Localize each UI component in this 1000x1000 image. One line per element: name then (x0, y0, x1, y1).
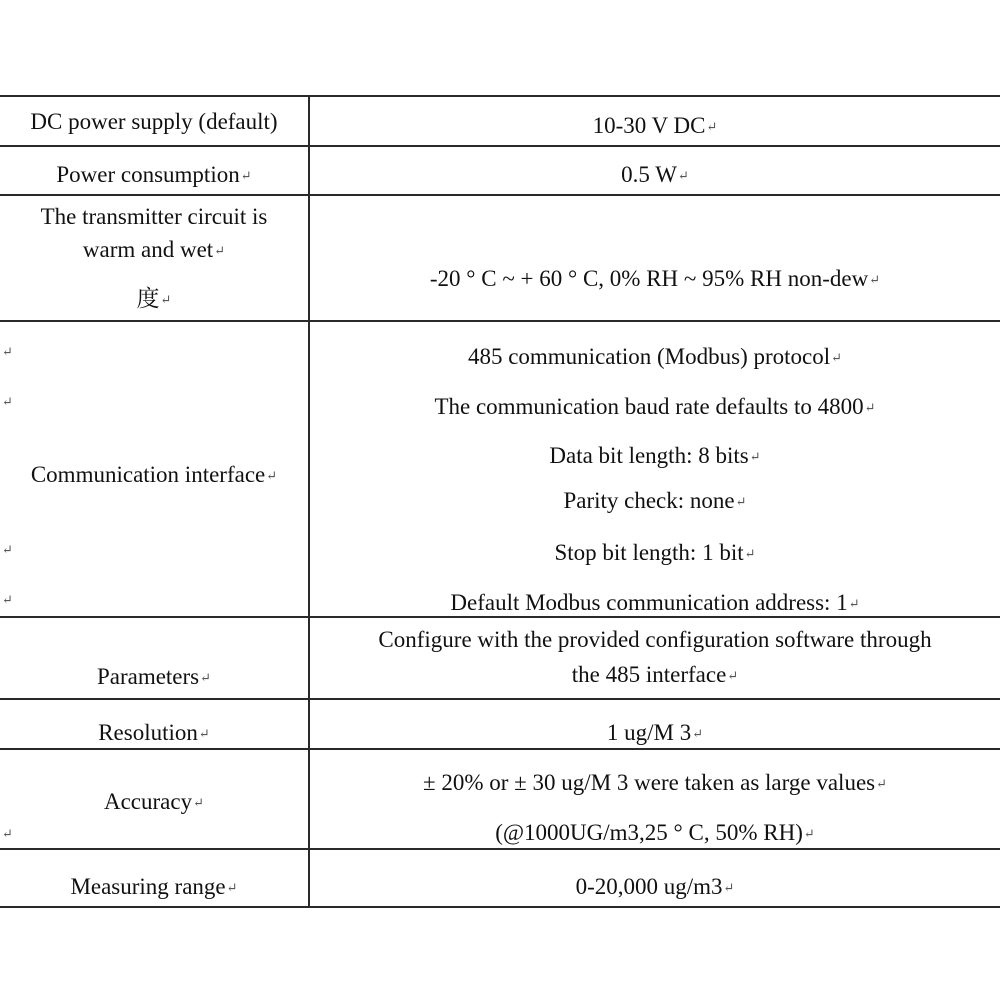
table-row (0, 95, 1000, 147)
param-label: Power consumption (56, 162, 240, 187)
return-mark: ↵ (240, 168, 252, 183)
table-row (0, 700, 1000, 750)
param-label: Parameters (96, 664, 200, 689)
value-cell (310, 750, 1000, 848)
return-mark: ↵ (744, 546, 756, 561)
param-label-line: 度 (136, 286, 160, 311)
return-mark: ↵ (160, 292, 172, 307)
value-text: Stop bit length: 1 bit (554, 540, 744, 565)
table-row (0, 850, 1000, 908)
return-mark: ↵ (848, 596, 860, 611)
value-text: The communication baud rate defaults to 4800 (434, 394, 864, 419)
value-text: Parity check: none (563, 488, 735, 513)
return-mark: ↵ (803, 826, 815, 841)
table-row (0, 618, 1000, 700)
table-row (0, 147, 1000, 196)
value-text: (@1000UG/m3,25 ° C, 50% RH) (495, 820, 803, 845)
param-cell (0, 147, 308, 194)
param-cell (0, 322, 308, 616)
return-mark: ↵ (2, 592, 13, 607)
value-cell (310, 700, 1000, 748)
value-text: 0.5 W (621, 162, 677, 187)
value-text: 485 communication (Modbus) protocol (467, 344, 831, 369)
return-mark: ↵ (864, 400, 876, 415)
return-mark: ↵ (214, 243, 226, 258)
param-cell (0, 700, 308, 748)
return-mark: ↵ (2, 542, 13, 557)
param-cell (0, 97, 308, 145)
return-mark: ↵ (723, 880, 735, 895)
value-cell (310, 618, 1000, 698)
return-mark: ↵ (692, 726, 704, 741)
return-mark: ↵ (706, 119, 718, 134)
param-cell (0, 618, 308, 698)
param-label: Resolution (98, 720, 198, 745)
param-label: Accuracy (103, 789, 193, 814)
table-row (0, 750, 1000, 850)
return-mark: ↵ (200, 670, 212, 685)
return-mark: ↵ (735, 494, 747, 509)
return-mark: ↵ (677, 168, 689, 183)
value-text: the 485 interface (571, 662, 727, 687)
spec-table (0, 95, 1000, 908)
value-cell (310, 147, 1000, 194)
value-cell (310, 322, 1000, 616)
return-mark: ↵ (749, 449, 761, 464)
value-cell (310, 196, 1000, 320)
param-label: DC power supply (default) (30, 109, 278, 134)
param-cell (0, 850, 308, 906)
return-mark: ↵ (831, 350, 843, 365)
return-mark: ↵ (266, 468, 278, 483)
value-text: Configure with the provided configuration software through (378, 627, 932, 652)
value-text: 0-20,000 ug/m3 (575, 874, 723, 899)
param-label: Measuring range (70, 874, 226, 899)
value-cell (310, 97, 1000, 145)
return-mark: ↵ (727, 668, 739, 683)
param-label-line: The transmitter circuit is (40, 204, 268, 229)
return-mark: ↵ (198, 726, 210, 741)
value-cell (310, 850, 1000, 906)
param-cell (0, 750, 308, 848)
return-mark: ↵ (2, 344, 13, 359)
column-divider (308, 95, 310, 908)
value-text: ± 20% or ± 30 ug/M 3 were taken as large values (422, 770, 876, 795)
param-label: Communication interface (30, 462, 266, 487)
return-mark: ↵ (876, 776, 888, 791)
param-label-line: warm and wet (82, 237, 214, 262)
value-text: -20 ° C ~ + 60 ° C, 0% RH ~ 95% RH non-dew (429, 266, 869, 291)
return-mark: ↵ (2, 394, 13, 409)
value-text: Default Modbus communication address: 1 (450, 590, 848, 615)
value-text: 1 ug/M 3 (606, 720, 692, 745)
table-row (0, 322, 1000, 618)
return-mark: ↵ (869, 272, 881, 287)
param-cell (0, 196, 308, 320)
return-mark: ↵ (226, 880, 238, 895)
table-row (0, 196, 1000, 322)
value-text: 10-30 V DC (592, 113, 706, 138)
value-text: Data bit length: 8 bits (549, 443, 749, 468)
return-mark: ↵ (193, 795, 204, 810)
return-mark: ↵ (2, 826, 13, 841)
